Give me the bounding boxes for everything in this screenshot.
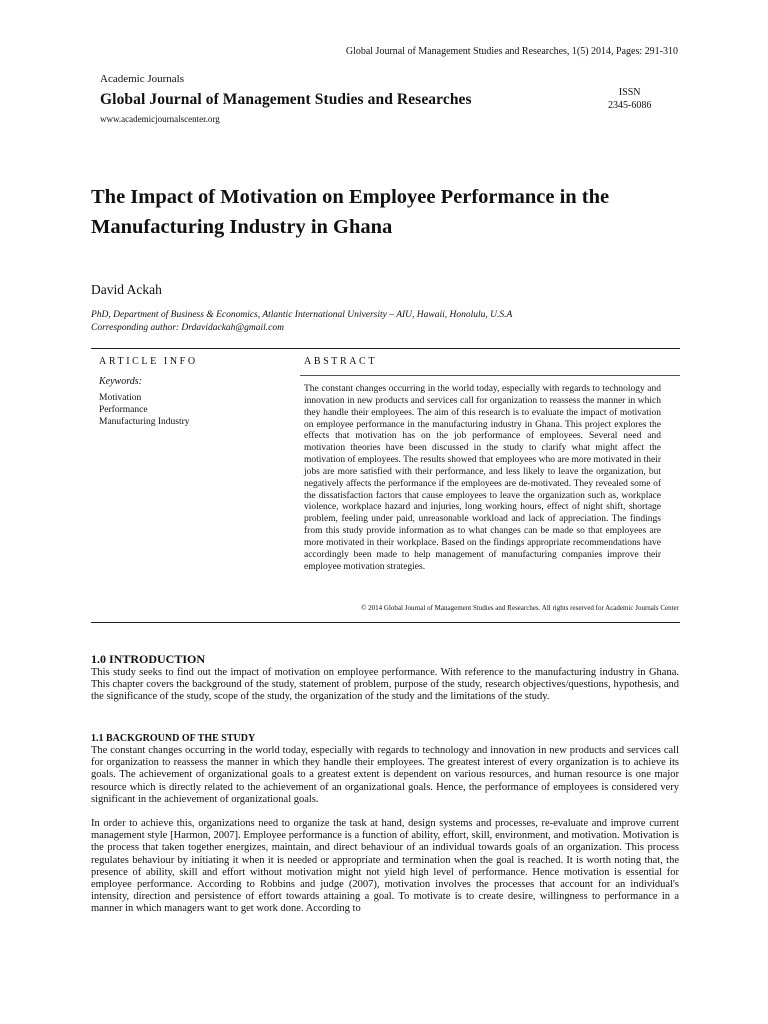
journal-title: Global Journal of Management Studies and Researches [100,91,472,108]
background-heading: 1.1 BACKGROUND OF THE STUDY [91,733,256,744]
introduction-paragraph: This study seeks to find out the impact of motivation on employee performance. With reference to the manufacturing industry in Ghana. This chapter covers the background of the study, statement of problem, purpose of the study, research objectives/questions, hypothesis, and the significance of the study, scope of the study, the organization of the study and the limitations of the study. [91,667,679,703]
abstract-text: The constant changes occurring in the world today, especially with regards to technology and innovation in new products and services call for organization to reassess the manner in which they handle their employees. The aim of this research is to evaluate the impact of motivation on employee performance in the manufacturing industry in Ghana. This project explores the effects that motivation has on the job performance of employees. Several need and motivation theories have been discussed in the study to clarify what might affect the motivation of employees. The results showed that employees who are more motivated in their jobs are more satisfied with their performance, and less likely to leave the organization, but negatively affects the performance if the employees are de-motivated. They revealed some of the dissatisfaction factors that cause employees to leave the organization such as, workplace violence, workplace hazard and injuries, long working hours, effect of night shift, shortage problem, feeling under paid, unreasonable workload and lack of appreciation. The findings from this study provide information as to what changes can be made so that employees are more motivated in their workplace. Based on the findings appropriate recommendations have accordingly been made to help management of manufacturing companies improve their employee motivation strategies. [304,384,661,572]
paper-title: The Impact of Motivation on Employee Performance in the Manufacturing Industry in Ghana [91,186,610,238]
journal-citation: Global Journal of Management Studies and Researches, 1(5) 2014, Pages: 291-310 [345,46,678,57]
affiliation-line: PhD, Department of Business & Economics, Atlantic International University – AIU, Hawaii, Honolulu, U.S.A [91,310,513,320]
background-paragraph-2: In order to achieve this, organizations need to organize the task at hand, design systems and processes, re-evaluate and improve current management style [Harmon, 2007]. Employee performance is a function of ability, effort, skill, environment, and motivation. Motivation is the process that taken together energizes, maintain, and direct behaviour of an individual towards goals of an organization. This process regulates behaviour by initiating it when it is needed or appropriate and termination when the goal is reached. It is worth noting that, the presence of ability, skill and effort without motivation might not yield high level of performance. Hence motivation is essential for employee performance. According to Robbins and judge (2007), motivation involves the processes that account for an individual's intensity, direction and persistence of effort towards attaining a goal. To motivate is to create desire, willingness to performance in a manner in which managers want to get work done. According to [91,818,679,915]
journal-url[interactable]: www.academicjournalscenter.org [100,114,220,124]
introduction-heading: 1.0 INTRODUCTION [91,652,206,666]
abstract-heading: ABSTRACT [304,356,378,367]
abstract-divider [300,375,680,376]
top-divider [91,348,680,349]
keywords-label: Keywords: [99,376,142,387]
issn-label: ISSN [618,87,641,98]
keywords-list [99,392,190,428]
publisher-name: Academic Journals [100,73,184,85]
author-name: David Ackah [91,282,162,297]
background-paragraph-1: The constant changes occurring in the world today, especially with regards to technology and innovation in new products and services call for organization to reassess the manner in which they handle their employees. The greatest interest of every organization is to achieve its goals. The achievement of organizational goals to a greatest extent is dependent on various resources, and human resource is one major resource which is directly related to the achievement of an organizational goals. Hence, the performance of employees is considered very significant in the achievement of organizational goals. [91,745,679,805]
author-affiliation [91,309,512,335]
keyword-item: Performance [99,405,148,415]
corresponding-author: Corresponding author: Drdavidackah@gmail.com [91,323,285,333]
keyword-item: Manufacturing Industry [99,417,190,427]
issn-block [608,86,651,112]
issn-number: 2345-6086 [608,100,652,111]
copyright-notice: © 2014 Global Journal of Management Studies and Researches. All rights reserved for Academic Journals Center [361,604,679,612]
article-info-heading: ARTICLE INFO [99,356,198,367]
bottom-divider [91,622,680,623]
keyword-item: Motivation [99,393,142,403]
